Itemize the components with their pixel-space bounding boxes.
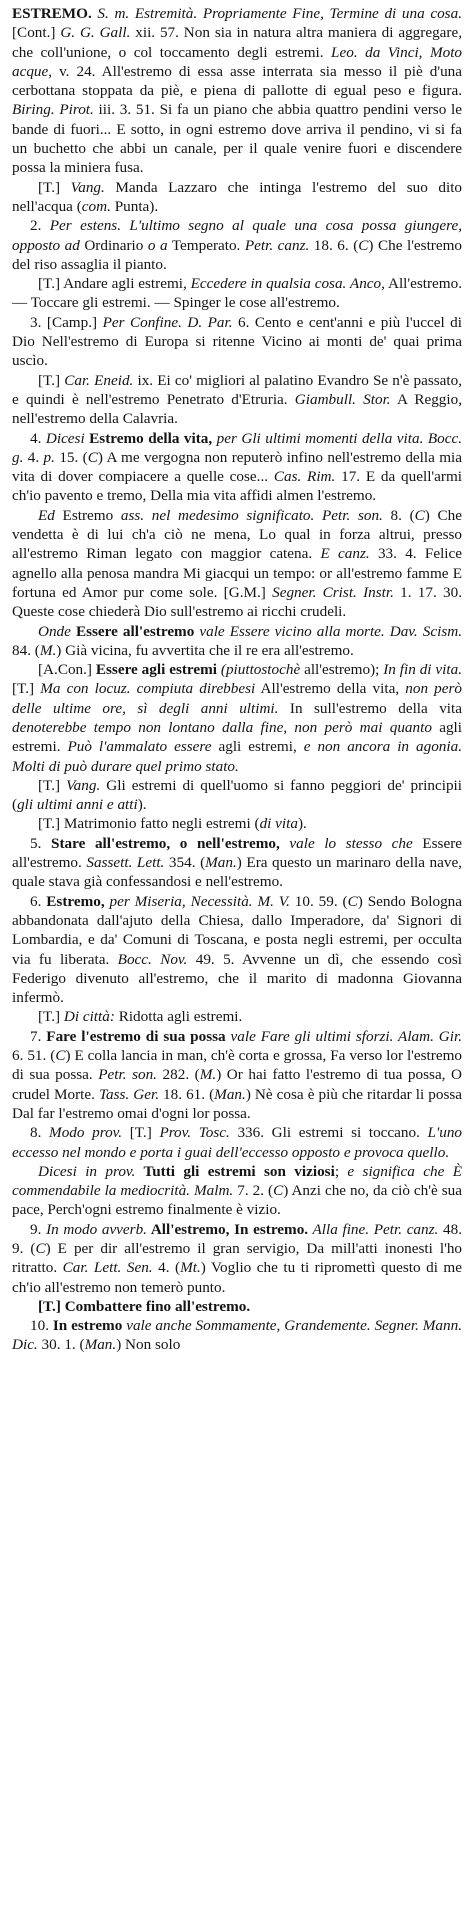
text-run: non però delle ultime ore, sì degli anni ultimi.: [12, 680, 463, 717]
text-run: ) Non solo: [116, 1336, 181, 1354]
text-run: di vita: [259, 815, 298, 833]
text-run: all'estremo);: [300, 661, 384, 679]
text-run: [T.]: [122, 1124, 160, 1142]
text-run: Manda Lazzaro che intinga l'estremo del suo dito nell'acqua (: [12, 178, 463, 215]
text-run: 10.: [30, 1317, 53, 1335]
text-run: 10. 59. (: [289, 892, 348, 910]
sub-paragraph: [12, 274, 462, 313]
sub-paragraph: [12, 660, 462, 776]
text-run: Cas. Rim.: [273, 468, 336, 486]
text-run: [T.]: [38, 178, 71, 196]
text-run: Prov. Tosc.: [159, 1124, 230, 1142]
text-run: C: [55, 1047, 66, 1065]
text-run: denoterebbe tempo non lontano dalla fine, non però mai quanto: [12, 718, 432, 736]
text-run: Leo. da Vinci, Moto acque,: [12, 43, 463, 80]
text-run: 15. (: [54, 448, 88, 466]
text-run: iii. 3. 51. Si fa un piano che abbia quattro pendini verso le bande di fuori... E sotto, in ogni estremo dove arriva il pendino, vi si fa un buchetto che abbi un canale, per il quale venire fuori e discendere possa la miniera fusa.: [12, 101, 462, 177]
dictionary-entry-estremo: [12, 4, 462, 1355]
text-run: Per Confine. D. Par.: [102, 313, 233, 331]
text-run: p.: [43, 448, 55, 466]
text-run: 4.: [30, 429, 46, 447]
text-run: In modo avverb.: [46, 1220, 147, 1238]
text-run: 17. E da quell'armi ch'io pavento e tremo, Della mia vita affidi almen l'estremo.: [12, 468, 462, 505]
text-run: vale anche Sommamente, Grandemente. Segner. Mann. Dic.: [12, 1317, 463, 1354]
text-run: L'uno eccesso nel mondo e porta i guai dell'eccesso opposto e provoca quello.: [12, 1124, 463, 1161]
sub-paragraph: [12, 1162, 462, 1220]
text-run: Car. Eneid.: [64, 371, 134, 389]
text-run: ).: [137, 796, 147, 814]
sense-paragraph: [12, 216, 462, 274]
text-run: Sassett. Lett.: [86, 854, 165, 872]
text-run: ) A me vergogna non reputerò infino nell'estremo della mia vita di dover compiacere a quelle cose...: [12, 448, 462, 486]
text-run: 8. (: [382, 506, 415, 524]
text-run: ) Che vendetta è di lui ch'a ciò ne mena, Lo qual in forza altrui, presso all'estremo Riman legato con maggior catena.: [12, 506, 462, 563]
text-run: Essere all'estremo.: [12, 834, 463, 872]
text-run: (piuttostochè: [217, 661, 301, 679]
text-run: 8.: [30, 1124, 50, 1142]
text-run: Giambull. Stor.: [294, 390, 391, 408]
text-run: [A.Con.]: [38, 661, 96, 679]
entry-heading-paragraph: [12, 4, 462, 178]
text-run: 2.: [30, 217, 50, 235]
text-run: ass. nel medesimo significato. Petr. son.: [120, 506, 383, 524]
text-run: G. G. Gall.: [60, 24, 131, 42]
sense-paragraph: [12, 1027, 462, 1123]
text-run: Può l'ammalato essere: [67, 738, 212, 756]
text-run: C: [87, 448, 98, 466]
text-run: Ordinario: [79, 236, 148, 254]
sub-paragraph: [12, 506, 462, 622]
text-run: Ma con locuz. compiuta direbbesi: [40, 680, 256, 698]
text-run: 4. (: [152, 1259, 181, 1277]
text-run: o a: [147, 236, 168, 254]
text-run: ) Già vicina, fu avvertita che il re era all'estremo.: [56, 641, 354, 659]
text-run: ) Or hai fatto l'estremo di tua possa, O crudel Morte.: [12, 1066, 462, 1103]
text-run: Dicesi: [45, 429, 85, 447]
text-run: Estremo: [54, 506, 121, 524]
text-run: 5.: [30, 834, 52, 852]
text-run: 7.: [30, 1027, 47, 1045]
sense-paragraph: [12, 313, 462, 371]
text-run: ) E colla lancia in man, ch'è corta e grossa, Fa verso lor l'estremo di sua possa.: [12, 1047, 462, 1084]
text-run: Alla fine. Petr. canz.: [308, 1220, 439, 1238]
text-run: Petr. son.: [98, 1066, 157, 1084]
sub-paragraph: [12, 776, 462, 815]
sense-paragraph: [12, 892, 462, 1008]
text-run: [Cont.]: [12, 24, 61, 42]
text-run: e significa che È commendabile la mediocrità. Malm.: [12, 1162, 462, 1200]
sub-paragraph: [12, 178, 462, 217]
text-run: ;: [334, 1162, 348, 1180]
text-run: Modo prov.: [49, 1124, 123, 1142]
text-run: vale lo stesso che: [279, 834, 413, 852]
text-run: Essere all'estremo: [70, 622, 195, 640]
text-run: gli ultimi anni e atti: [17, 796, 138, 814]
text-run: per Miseria, Necessità. M. V.: [104, 892, 290, 910]
text-run: Vang.: [70, 178, 105, 196]
text-run: 282. (: [156, 1066, 200, 1084]
sub-paragraph: [12, 371, 462, 429]
text-run: Per estens. L'ultimo segno al quale una cosa possa giungere, opposto ad: [12, 217, 463, 254]
text-run: 354. (: [164, 854, 206, 872]
text-run: Mt.: [180, 1259, 201, 1277]
text-run: M.: [199, 1066, 217, 1084]
sense-paragraph: [12, 1316, 462, 1355]
text-run: Tutti gli estremi son viziosi: [135, 1162, 335, 1180]
text-run: [T.] Matrimonio fatto negli estremi (: [38, 815, 260, 833]
text-run: 4.: [23, 448, 44, 466]
text-run: C: [414, 506, 425, 524]
text-run: v. 24. All'estremo di essa asse interrata sia messo il piè d'una cerbottana stoppata da piè, e piena di pallotte di egual peso e figura.: [12, 62, 462, 100]
text-run: vale Essere vicino alla morte. Dav. Scism.: [194, 622, 462, 640]
text-run: 7. 2. (: [233, 1182, 274, 1200]
text-run: M.: [39, 641, 57, 659]
text-run: All'estremo della vita,: [255, 680, 406, 698]
text-run: Gli estremi di quell'uomo si fanno peggiori de' principii (: [12, 776, 462, 814]
text-run: 18. 61. (: [159, 1085, 215, 1103]
text-run: Man.: [214, 1085, 246, 1103]
text-run: C: [347, 892, 358, 910]
text-run: 33. 4. Felice agnello alla penosa mandra Mi giacqui un tempo: or all'estremo famme E fortuna ed Amor pur come sole. [G.M.]: [12, 545, 463, 601]
text-run: Estremo della vita,: [84, 429, 213, 447]
text-run: E canz.: [320, 545, 370, 563]
text-run: ix. Ei co' migliori al palatino Evandro Se n'è passato, e quindi è nell'estremo Penetrato d'Etruria.: [12, 371, 463, 408]
text-run: Punta).: [110, 197, 159, 215]
text-run: ) Anzi che no, da ciò ch'è sua pace, Perch'ogni estremo finalmente è vizio.: [12, 1182, 462, 1219]
text-run: Stare all'estremo, o nell'estremo,: [51, 834, 280, 852]
text-run: Tass. Ger.: [98, 1085, 159, 1103]
text-run: Segner. Crist. Instr.: [272, 583, 394, 601]
sense-paragraph: [12, 1123, 462, 1162]
sense-paragraph: [12, 834, 462, 892]
text-run: In fin di vita.: [383, 661, 462, 679]
text-run: Estremo,: [46, 892, 105, 910]
text-run: ).: [297, 815, 307, 833]
text-run: agli estremi.: [12, 718, 462, 756]
text-run: Ridotta agli estremi.: [114, 1008, 243, 1026]
text-run: vale Fare gli ultimi sforzi. Alam. Gir.: [225, 1027, 462, 1045]
text-run: C: [358, 236, 369, 254]
text-run: 30. 1. (: [37, 1336, 85, 1354]
sub-paragraph: [12, 622, 462, 661]
text-run: 6. 51. (: [12, 1047, 56, 1065]
text-run: 1. 17. 30. Queste cose chiederà Dio sull'estremo ai ricchi crudeli.: [12, 583, 462, 621]
text-run: C: [273, 1182, 284, 1200]
text-run: 84. (: [12, 641, 40, 659]
text-run: [T.]: [38, 776, 67, 794]
text-run: e non ancora in agonia. Molti di può durare quel primo stato.: [12, 738, 462, 775]
text-run: [T.]: [38, 371, 65, 389]
text-run: All'estremo. — Toccare gli estremi. — Spinger le cose all'estremo.: [12, 275, 462, 312]
text-run: ) Nè cosa è più che ritardar li possa Dal far l'estremo omai d'ogni lor possa.: [12, 1085, 463, 1122]
sense-paragraph: [12, 1220, 462, 1297]
text-run: Car. Lett. Sen.: [62, 1259, 153, 1277]
text-run: [T.]: [12, 680, 41, 698]
text-run: [T.] Combattere fino all'estremo.: [38, 1297, 251, 1315]
text-run: [T.] Andare agli estremi,: [38, 275, 191, 293]
sub-paragraph: [12, 1007, 462, 1026]
headword: ESTREMO.: [12, 5, 92, 22]
text-run: All'estremo, In estremo.: [146, 1220, 309, 1238]
text-run: Dicesi in prov.: [38, 1162, 136, 1180]
sub-paragraph: [12, 1297, 462, 1316]
text-run: 9.: [30, 1220, 47, 1238]
text-run: ) Che l'estremo del riso assaglia il pianto.: [12, 236, 463, 273]
text-run: A Reggio, nell'estremo della Calavria.: [12, 390, 462, 428]
text-run: S. m. Estremità. Propriamente Fine, Termine di una cosa.: [97, 5, 462, 22]
text-run: ) Voglio che tu ti ripromettì questo di me ch'io all'estremo non temerò punto.: [12, 1259, 462, 1296]
text-run: C: [35, 1240, 46, 1257]
text-run: Temperato.: [167, 236, 245, 254]
text-run: ) Sendo Bologna abbandonata dall'ajuto della Chiesa, dallo Imperadore, da' Signori di Lombardia, e da' Comuni di Toscana, e posta negli estremi, per occulta via fu liberata.: [12, 892, 463, 968]
text-run: agli estremi,: [211, 738, 304, 756]
text-run: Eccedere in qualsia cosa. Anco,: [190, 275, 385, 293]
text-run: Biring. Pirot.: [12, 101, 94, 119]
text-run: 48. 9. (: [12, 1220, 463, 1257]
text-run: per Gli ultimi momenti della vita. Bocc. g.: [12, 429, 462, 466]
text-run: ) E per dir all'estremo il gran servigio, Da mill'atti inonesti l'ho ritratto.: [12, 1240, 463, 1277]
text-run: 18. 6. (: [309, 236, 359, 254]
text-run: Man.: [205, 854, 237, 872]
text-run: 6.: [30, 892, 47, 910]
text-run: 336. Gli estremi si toccano.: [229, 1124, 428, 1142]
text-run: 49. 5. Avvenne un dì, che essendo così Federigo divenuto all'estremo, che il marito di madonna Giovanna infermò.: [12, 950, 462, 1007]
text-run: In estremo: [52, 1317, 123, 1335]
text-run: Fare l'estremo di sua possa: [46, 1027, 226, 1045]
text-run: [T.]: [38, 1008, 64, 1026]
text-run: Di città:: [63, 1008, 115, 1026]
text-run: Ed: [38, 506, 55, 524]
text-run: Onde: [38, 622, 71, 640]
text-run: 6. Cento e cent'anni e più l'uccel di Dio Nell'estremo di Europa si ritenne Vicino ai monti de' quai prima uscìo.: [12, 313, 462, 370]
sub-paragraph: [12, 814, 462, 833]
text-run: ) Era questo un marinaro della nave, quale stava già confessandosi e nell'estremo.: [12, 854, 462, 891]
text-run: Essere agli estremi: [95, 661, 217, 679]
text-run: Petr. canz.: [244, 236, 310, 254]
text-run: 3. [Camp.]: [30, 313, 103, 331]
text-run: Bocc. Nov.: [117, 950, 188, 968]
text-run: In sull'estremo della vita: [278, 699, 462, 717]
text-run: Vang.: [66, 776, 101, 794]
text-run: com.: [81, 197, 111, 215]
text-run: xii. 57. Non sia in natura altra maniera di aggregare, che coll'unione, o col toccamento degli estremi.: [12, 24, 463, 61]
text-run: Man.: [84, 1336, 117, 1354]
sense-paragraph: [12, 429, 462, 506]
